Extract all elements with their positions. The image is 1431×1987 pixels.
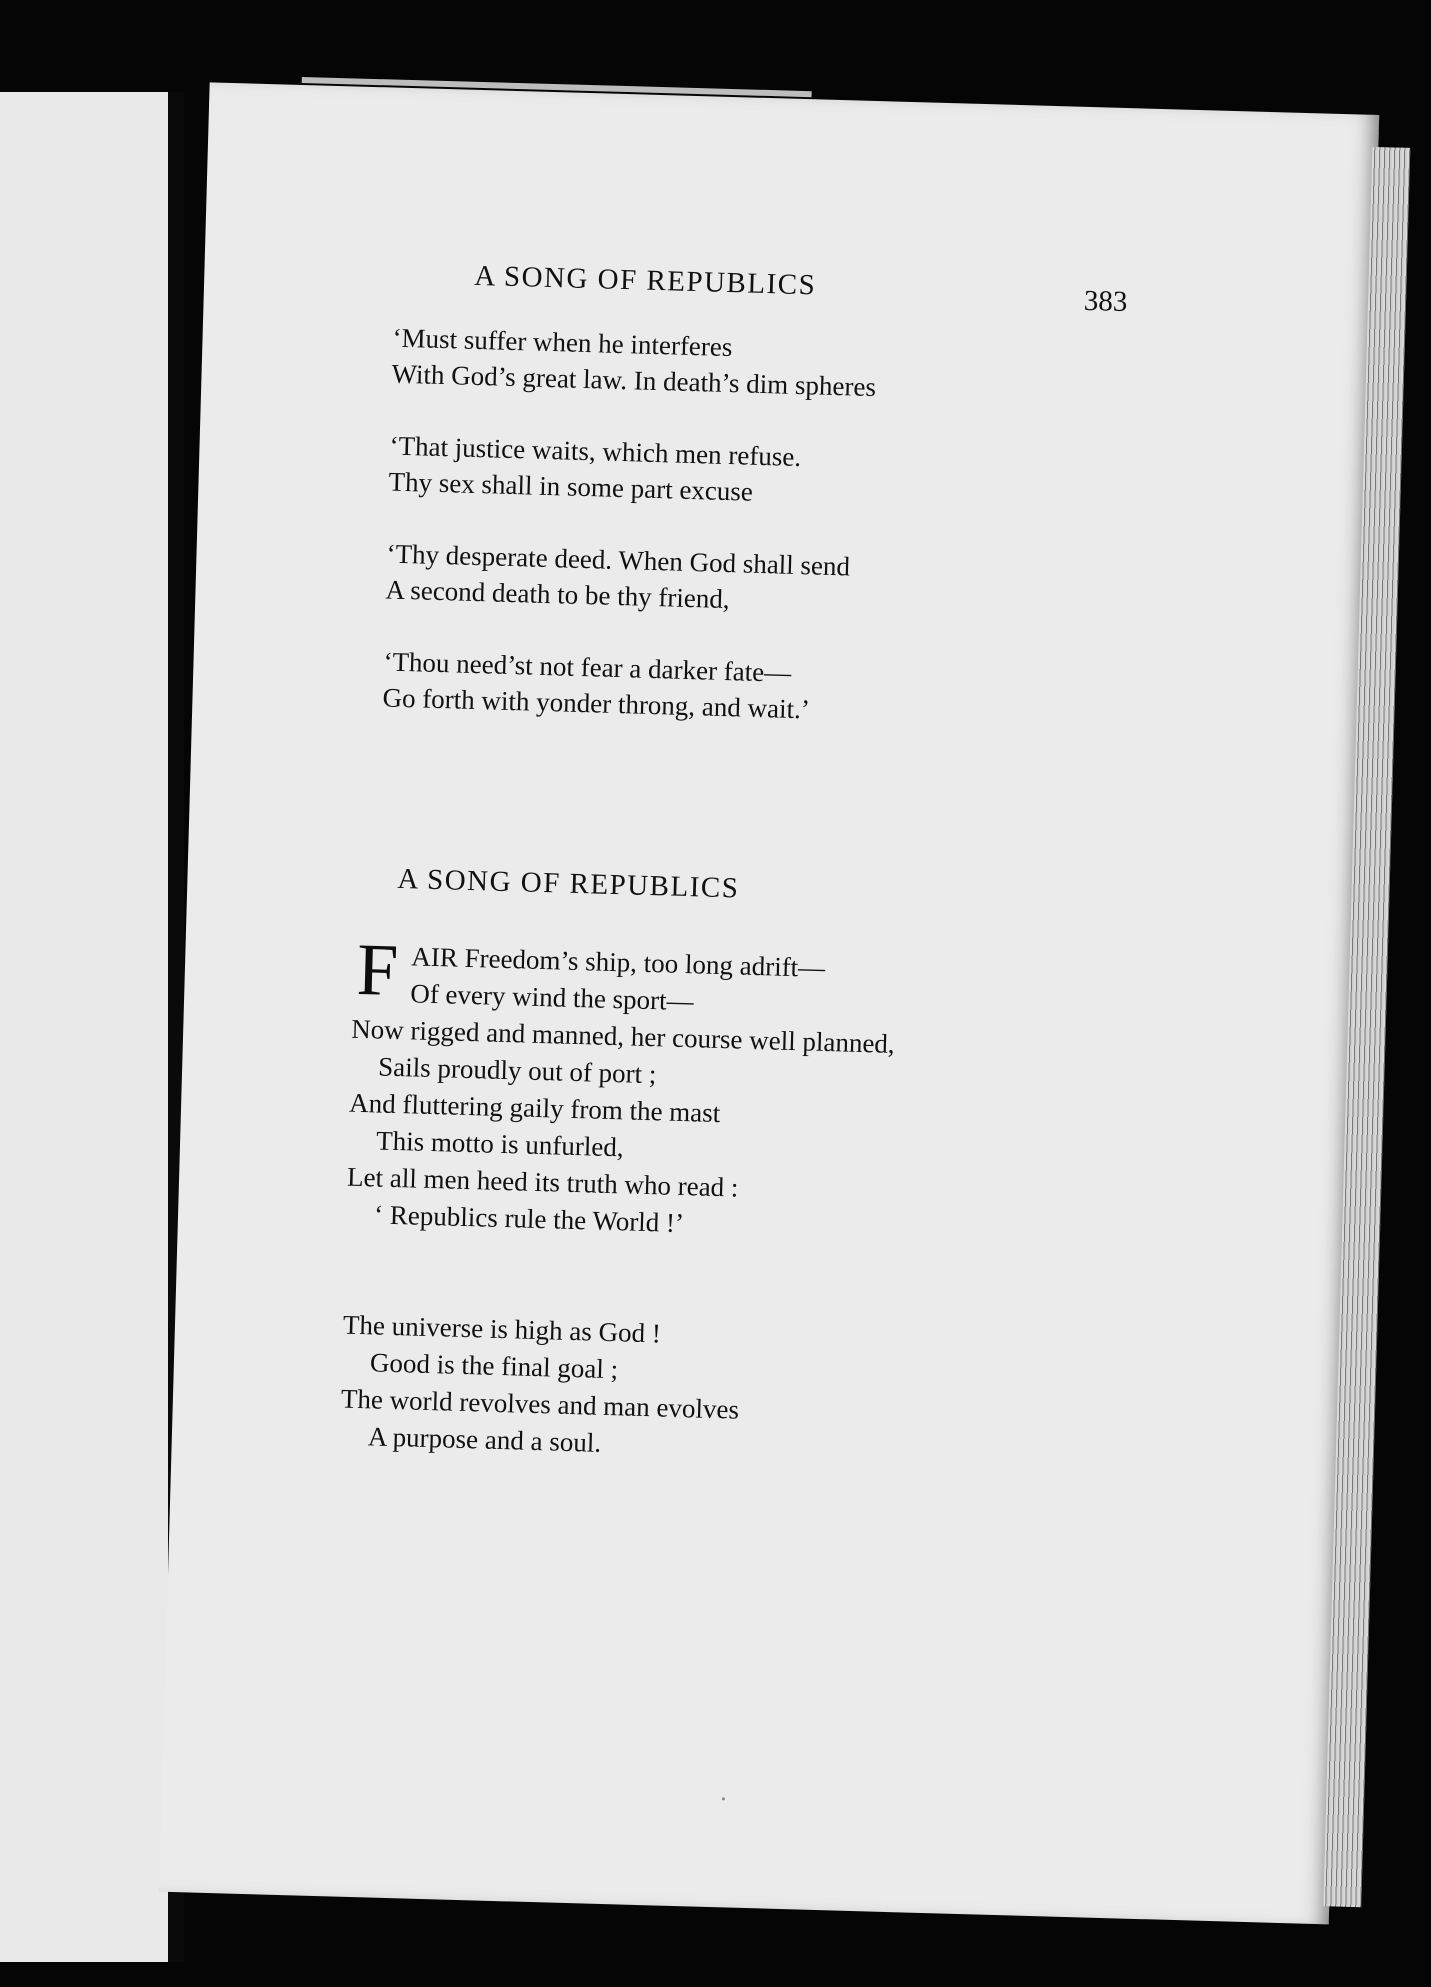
continued-stanza-3 [385,536,850,621]
drop-cap: F [355,928,400,1012]
verse-line: And fluttering gaily from the mast [348,1087,721,1129]
verse-line: ‘ Republics rule the World !’ [373,1199,685,1239]
verse-line: Sails proudly out of port ; [377,1051,657,1090]
verse-line: Thy sex shall in some part excuse [388,466,754,507]
verse-line: ‘Must suffer when he interferes [392,322,733,363]
running-head: A SONG OF REPUBLICS [473,259,817,302]
verse-line: Let all men heed its truth who read : [346,1161,739,1203]
verse-line: ‘Thy desperate deed. When God shall send [386,538,851,582]
verse-line: Go forth with yonder throng, and wait.’ [382,682,811,725]
verse-line: ‘Thou need’st not fear a darker fate— [383,646,792,688]
page-number: 383 [1083,284,1128,319]
verse-line: The universe is high as God ! [342,1309,662,1349]
verse-line: With God’s great law. In death’s dim spheres [391,358,877,403]
right-page-wrapper [101,73,1412,1947]
verse-line: A purpose and a soul. [367,1421,602,1458]
poem-title: A SONG OF REPUBLICS [397,862,740,905]
verse-line: The world revolves and man evolves [340,1383,740,1425]
continued-stanza-4 [382,643,811,727]
verse-line: ‘That justice waits, which men refuse. [389,430,802,473]
verse-line: AIR Freedom’s ship, too long adrift— [410,941,826,983]
paper-speck [722,1797,725,1800]
verse-line: Now rigged and manned, her course well planned, [350,1013,896,1059]
poem-stanza-2 [339,1307,741,1466]
continued-stanza-1 [391,320,877,406]
verse-line: This motto is unfurled, [375,1125,625,1163]
verse-line: Of every wind the sport— [409,978,695,1017]
verse-line: A second death to be thy friend, [385,574,731,615]
verse-line: Good is the final goal ; [369,1347,619,1385]
book-page [159,82,1379,1924]
poem-stanza-1 [346,928,898,1248]
continued-stanza-2 [388,428,801,511]
